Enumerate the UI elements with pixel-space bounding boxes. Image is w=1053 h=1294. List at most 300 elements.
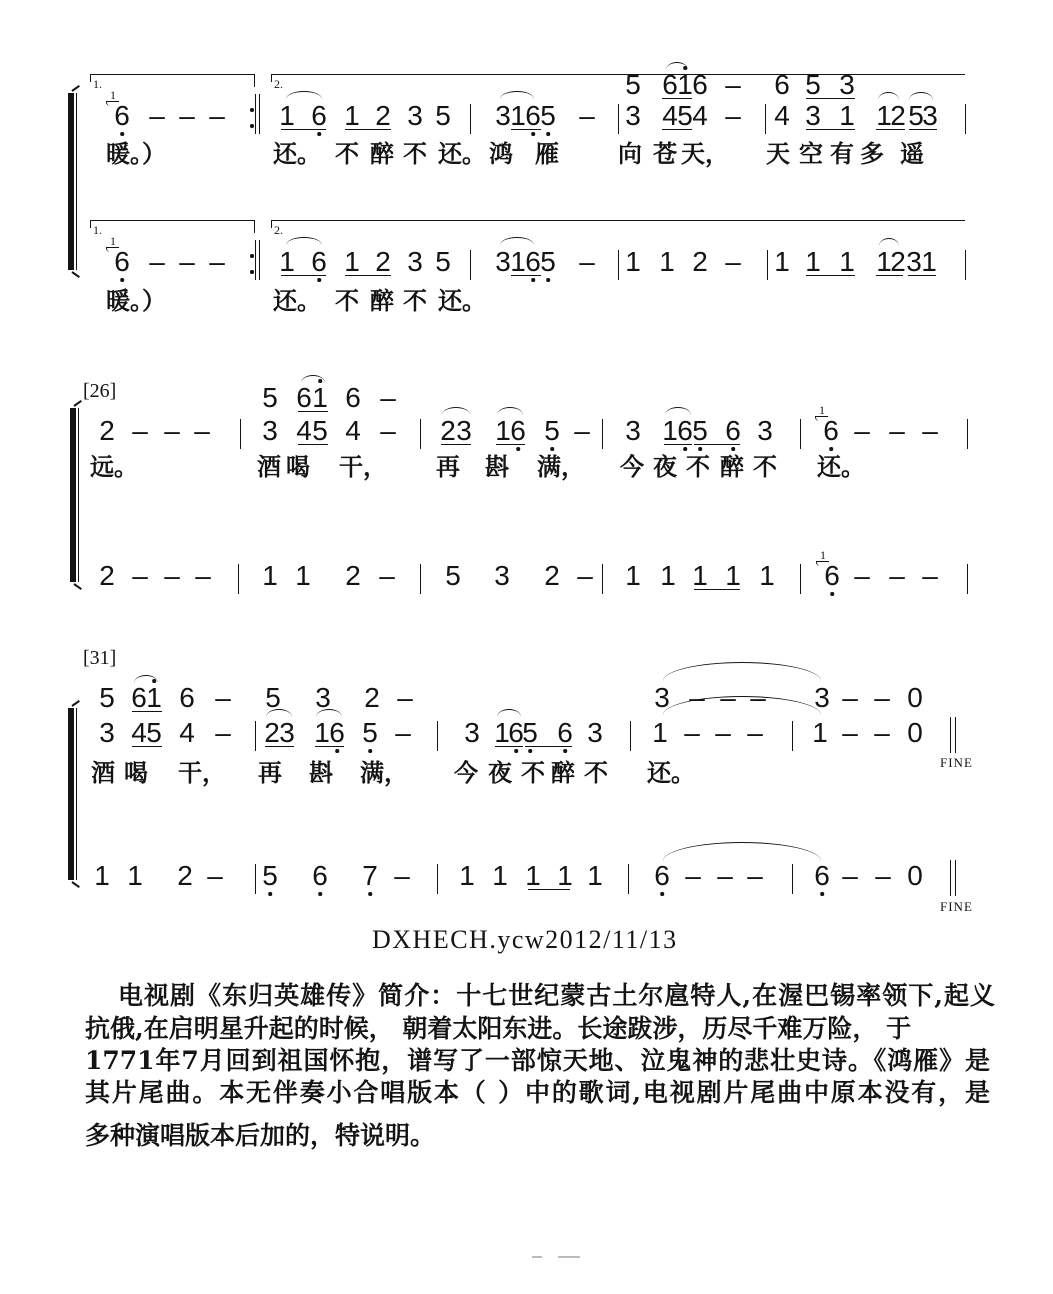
note: 1 [510,100,526,131]
tie [663,842,821,861]
barline [470,250,471,280]
note: 1 [662,415,678,446]
volta-label-2: 2. [274,77,283,91]
note: 1 [495,415,511,446]
note: 3 [407,100,423,131]
note: 4 [662,100,678,131]
beam-line [441,444,471,445]
intro-line: 其片尾曲。本无伴奏小合唱版本（ ）中的歌词,电视剧片尾曲中原本没有，是 [85,1078,990,1107]
slur [286,237,322,245]
note: 1 [492,860,508,891]
s2-voice1-notes-row [0,403,1053,446]
dash-sustain: – [889,560,905,591]
volta-bracket-1 [90,220,255,221]
dash-sustain: – [720,682,736,713]
note-low-octave: 5 [540,100,556,131]
beam-line [511,129,541,130]
lyric: 喝 [124,758,148,787]
note-low-octave: 6 [311,100,327,131]
note-low-octave: 5 [544,415,560,446]
s2-voice2-notes-row [0,548,1053,591]
beam-line [265,746,294,747]
note: 1 [525,860,541,891]
lyric: 还。 [647,758,695,787]
note-low-octave: 6 [329,717,345,748]
note: 3 [906,246,922,277]
beam-line [511,275,541,276]
lyric: 不 [521,758,545,787]
note: 2 [692,246,708,277]
lyric: 不 [403,139,427,168]
lyric: 醉 [370,139,394,168]
barline [765,104,766,134]
beam-line [694,444,740,445]
beam-line [298,444,328,445]
beam-line [909,129,937,130]
slur [134,675,158,683]
rest: 0 [907,717,923,748]
note: 1 [725,560,741,591]
note: 3 [494,560,510,591]
lyric: 多 [860,139,884,168]
barline [602,564,603,594]
dash-sustain: – [194,415,210,446]
rehearsal-mark: [26] [83,380,117,402]
dash-sustain: – [380,382,396,413]
slur [301,375,325,383]
note-low-octave: 6 [508,717,524,748]
volta-label-1: 1. [93,77,102,91]
dash-sustain: – [725,69,741,100]
lyric: 满， [537,452,585,481]
note: 5 [99,682,115,713]
dash-sustain: – [842,717,858,748]
lyric: 遥 [900,139,924,168]
note: 3 [315,682,331,713]
dash-sustain: – [395,717,411,748]
note: 1 [587,860,603,891]
lyric: 不 [335,286,359,315]
lyric: 今 [454,758,478,787]
repeat-end-barline [250,240,262,280]
note: 2 [364,682,380,713]
dash-sustain: – [132,560,148,591]
beam-line [495,746,523,747]
dash-sustain: – [750,682,766,713]
note: 2 [99,415,115,446]
note: 4 [692,100,708,131]
note: 2 [375,100,391,131]
note-low-octave: 5 [540,246,556,277]
note: 3 [99,717,115,748]
final-double-barline [950,717,958,753]
beam-line [132,711,162,712]
beam-line [806,129,855,130]
s1-voice1-notes-row [0,88,1053,131]
dash-sustain: – [179,246,195,277]
note-low-octave: 6 [725,415,741,446]
beam-line [345,129,391,130]
dash-sustain: – [747,717,763,748]
intro-line: 1771年7月回到祖国怀抱，谱写了一部惊天地、泣鬼神的悲壮史诗。《鸿雁》是 [85,1046,990,1075]
tie [663,662,821,681]
dash-sustain: – [132,415,148,446]
dash-sustain: – [579,246,595,277]
note: 1 [510,246,526,277]
beam-line [876,275,903,276]
lyric: 夜 [653,452,677,481]
grace-note: 1 [110,88,116,102]
lyric: 不 [753,452,777,481]
dash-sustain: – [394,860,410,891]
lyric: 今 [620,452,644,481]
slur [879,238,899,246]
lyric: 还。 [817,452,865,481]
note: 5 [805,69,821,100]
dash-sustain: – [922,415,938,446]
dash-sustain: – [715,717,731,748]
barline [965,250,966,280]
barline [255,721,256,751]
dash-sustain: – [684,717,700,748]
lyric: 不 [686,452,710,481]
dash-sustain: – [215,682,231,713]
beam-line [132,746,162,747]
note: 5 [265,682,281,713]
note-low-octave: 6 [814,860,830,891]
note: 1 [692,560,708,591]
lyric: 再 [258,758,282,787]
dash-sustain: – [579,100,595,131]
note: 2 [890,246,906,277]
note-high-octave: 1 [677,69,693,100]
beam-line [876,129,905,130]
lyric: 酒 [257,452,281,481]
note: 3 [495,100,511,131]
barline [792,721,793,751]
lyric: 空 [799,139,823,168]
s1-voice2-lyrics-row [0,287,1053,315]
note: 3 [839,69,855,100]
note: 6 [179,682,195,713]
lyric: 向 [618,139,642,168]
beam-line [525,746,572,747]
note: 1 [314,717,330,748]
lyric: 暖。） [106,286,166,315]
barline [437,864,438,894]
dash-sustain: – [717,860,733,891]
lyric: 醉 [551,758,575,787]
note: 1 [876,246,892,277]
dash-sustain: – [874,682,890,713]
note: 2 [345,560,361,591]
barline [470,104,471,134]
barline [618,104,619,134]
s3-voice1-notes-row [0,719,1053,747]
dash-sustain: – [725,100,741,131]
note: 5 [908,100,924,131]
note: 1 [812,717,828,748]
note: 3 [262,415,278,446]
grace-note: 1 [819,403,825,417]
dash-sustain: – [379,560,395,591]
note: 6 [131,682,147,713]
barline [800,419,801,449]
note: 3 [757,415,773,446]
lyric: 醉 [720,452,744,481]
signature: DXHECH.ycw2012/11/13 [372,925,678,954]
note: 1 [839,246,855,277]
note: 5 [435,100,451,131]
rest: 0 [907,860,923,891]
lyric: 还。 [438,139,486,168]
dash-sustain: – [577,560,593,591]
dash-sustain: – [195,560,211,591]
fine-mark: FINE [940,899,973,914]
note: 4 [179,717,195,748]
dash-sustain: – [747,860,763,891]
barline [255,864,256,894]
dash-sustain: – [889,415,905,446]
note: 1 [759,560,775,591]
dash-sustain: – [689,682,705,713]
note: 1 [625,560,641,591]
barline [618,250,619,280]
barline [437,721,438,751]
note-high-octave: 1 [146,682,162,713]
note-low-octave: 5 [692,415,708,446]
lyric: 斟 [309,758,333,787]
note: 1 [344,100,360,131]
beam-line [315,746,344,747]
dash-sustain: – [397,682,413,713]
dash-sustain: – [922,560,938,591]
note: 2 [264,717,280,748]
lyric: 不 [335,139,359,168]
note-low-octave: 6 [114,100,130,131]
barline [240,419,241,449]
s1-voice1-lyrics-row [0,140,1053,168]
note-low-octave: 6 [311,246,327,277]
repeat-end-barline [250,94,262,134]
dash-sustain: – [215,717,231,748]
lyric: 醉 [370,286,394,315]
barline [238,564,239,594]
note: 4 [296,415,312,446]
note-low-octave: 6 [677,415,693,446]
note-low-octave: 6 [557,717,573,748]
note: 1 [459,860,475,891]
dash-sustain: – [842,860,858,891]
lyric: 天， [681,139,729,168]
note-low-octave: 6 [824,560,840,591]
lyric: 斟 [485,452,509,481]
lyric: 天 [766,139,790,168]
slur [666,62,688,70]
beam-line [806,275,855,276]
note: 6 [345,382,361,413]
dash-sustain: – [179,100,195,131]
note-low-octave: 6 [525,100,541,131]
note: 1 [494,717,510,748]
note-low-octave: 6 [525,246,541,277]
dash-sustain: – [685,860,701,891]
barline [602,419,603,449]
note: 2 [375,246,391,277]
note: 1 [625,246,641,277]
s2-voice1-harmony-row [0,384,1053,412]
note: 4 [131,717,147,748]
s3-voice1-lyrics-row [0,759,1053,787]
note: 1 [805,246,821,277]
beam-line [908,275,936,276]
beam-line [298,411,328,412]
note: 3 [456,415,472,446]
beam-line [281,275,326,276]
volta-label-2: 2. [274,223,283,237]
note: 5 [435,246,451,277]
barline [965,104,966,134]
note: 1 [344,246,360,277]
beam-line [664,444,692,445]
note-low-octave: 6 [312,860,328,891]
note: 6 [296,382,312,413]
note: 4 [774,100,790,131]
note: 4 [345,415,361,446]
beam-line [694,589,740,590]
note-low-octave: 5 [262,860,278,891]
dash-sustain: – [380,415,396,446]
note: 3 [814,682,830,713]
grace-note: 1 [110,234,116,248]
note: 1 [652,717,668,748]
note: 5 [445,560,461,591]
lyric: 干， [339,452,387,481]
barline [420,419,421,449]
note: 5 [312,415,328,446]
note: 5 [262,382,278,413]
note: 1 [279,246,295,277]
note: 2 [440,415,456,446]
dash-sustain: – [164,415,180,446]
note-low-octave: 6 [654,860,670,891]
s1-voice2-notes-row [0,234,1053,277]
slur [500,237,534,245]
dash-sustain: – [209,100,225,131]
note: 3 [805,100,821,131]
dash-sustain: – [725,246,741,277]
lyric: 还。 [273,286,321,315]
beam-line [528,889,570,890]
lyric: 夜 [488,758,512,787]
barline [420,564,421,594]
note: 3 [625,415,641,446]
note: 2 [890,100,906,131]
note: 1 [94,860,110,891]
note: 3 [625,100,641,131]
note: 1 [557,860,573,891]
barline [630,721,631,751]
beam-line [281,129,326,130]
note: 1 [660,560,676,591]
s2-voice1-lyrics-row [0,453,1053,481]
dash-sustain: – [149,246,165,277]
lyric: 不 [584,758,608,787]
note-low-octave: 6 [510,415,526,446]
lyric: 远。 [90,452,138,481]
fine-mark: FINE [940,755,973,770]
note: 6 [774,69,790,100]
note: 3 [495,246,511,277]
s3-voice1-harmony-row [0,684,1053,712]
intro-line: 抗俄,在启明星升起的时候， 朝着太阳东进。长途跋涉，历尽千难万险， 于 [85,1014,912,1043]
note: 1 [839,100,855,131]
lyric: 有 [830,139,854,168]
note: 3 [587,717,603,748]
lyric: 酒 [91,758,115,787]
dash-sustain: – [875,860,891,891]
note: 6 [692,69,708,100]
lyric: 还。 [273,139,321,168]
lyric: 还。 [438,286,486,315]
note: 3 [279,717,295,748]
dash-sustain: – [854,560,870,591]
note: 6 [662,69,678,100]
barline [967,564,968,594]
note: 5 [677,100,693,131]
barline [628,864,629,894]
dash-sustain: – [164,560,180,591]
note: 1 [295,560,311,591]
note: 3 [407,246,423,277]
grace-note: 1 [820,548,826,562]
note: 1 [921,246,937,277]
note: 3 [464,717,480,748]
barline [767,250,768,280]
note: 1 [659,246,675,277]
beam-line [662,98,692,99]
page-footer-mark [532,1256,582,1258]
beam-line [345,275,391,276]
dash-sustain: – [207,860,223,891]
lyric: 暖。） [106,139,166,168]
dash-sustain: – [149,100,165,131]
lyric: 不 [403,286,427,315]
note: 2 [99,560,115,591]
volta-bracket-2 [271,220,965,221]
note: 5 [625,69,641,100]
note-low-octave: 6 [823,415,839,446]
dash-sustain: – [209,246,225,277]
note: 2 [544,560,560,591]
dash-sustain: – [874,717,890,748]
note-high-octave: 1 [312,382,328,413]
note: 2 [177,860,193,891]
intro-line: 电视剧《东归英雄传》简介：十七世纪蒙古土尔扈特人,在渥巴锡率领下,起义 [118,981,995,1010]
rehearsal-mark: [31] [83,647,117,669]
s3-voice2-notes-row [0,862,1053,890]
lyric: 雁 [535,139,559,168]
rest: 0 [907,682,923,713]
lyric: 再 [436,452,460,481]
note: 3 [922,100,938,131]
beam-line [806,98,855,99]
lyric: 满， [360,758,408,787]
note: 1 [279,100,295,131]
note: 1 [262,560,278,591]
dash-sustain: – [574,415,590,446]
volta-label-1: 1. [93,223,102,237]
